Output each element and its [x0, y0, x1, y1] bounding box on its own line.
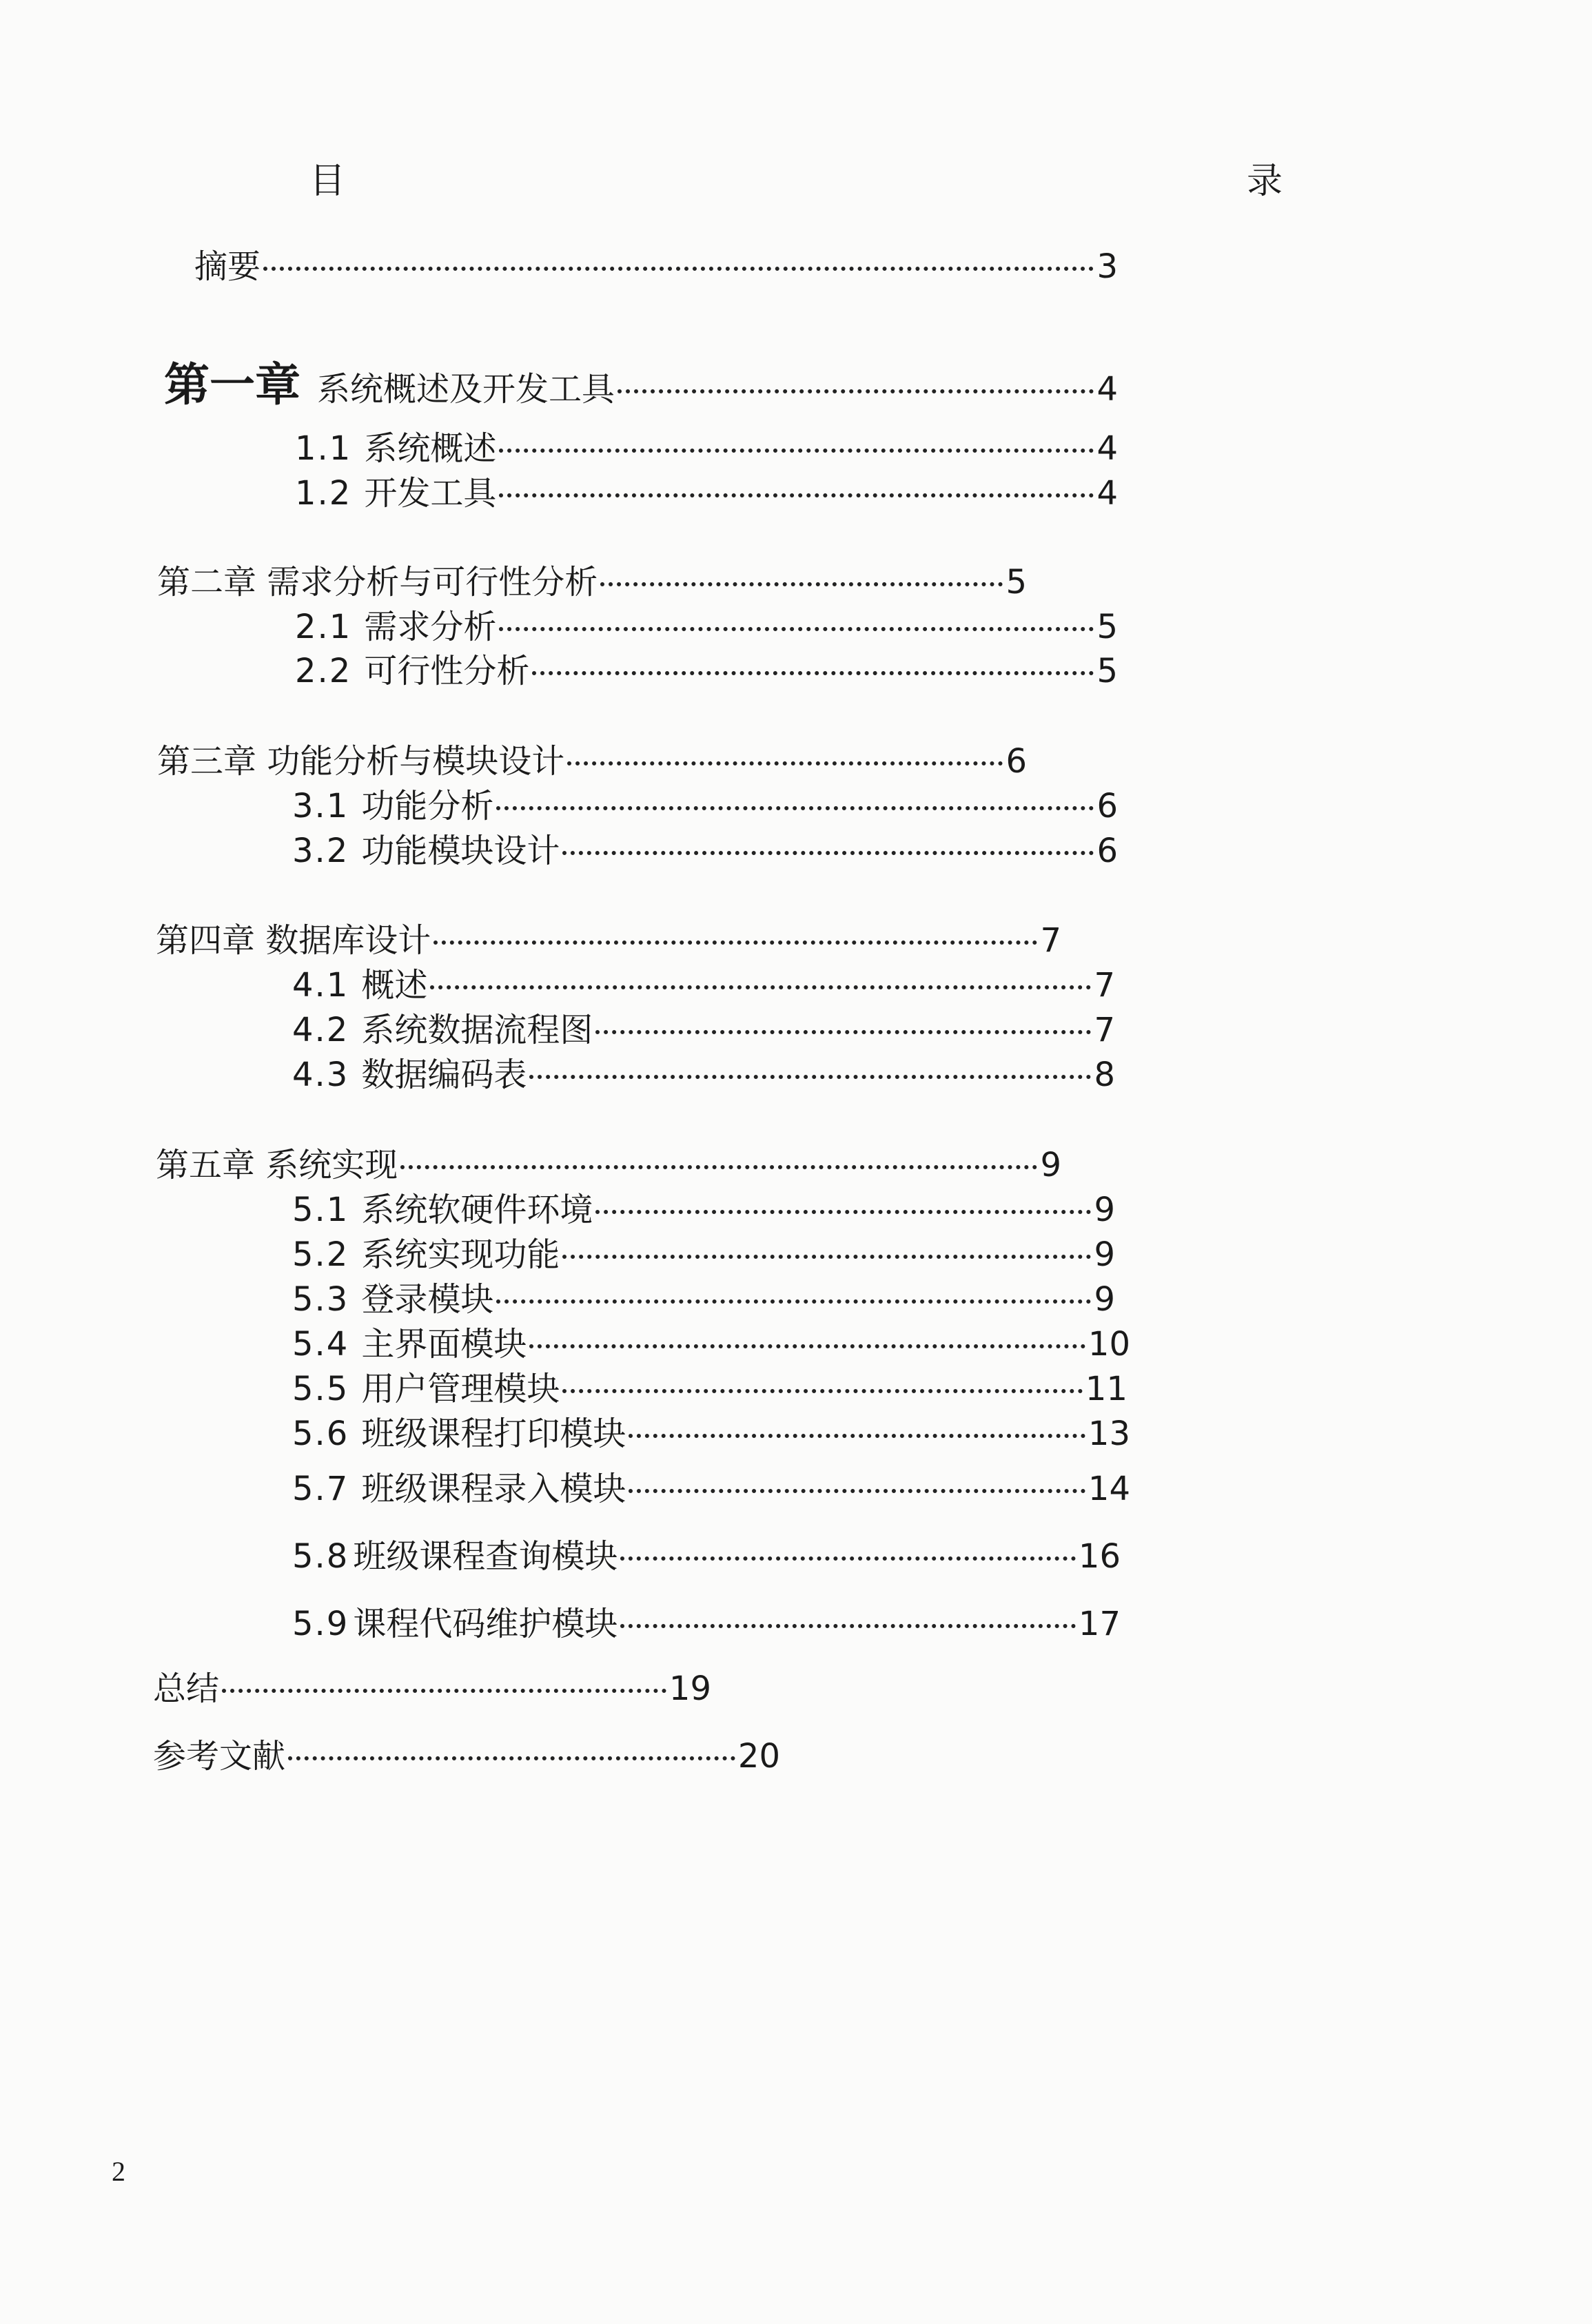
toc-label: 第二章 需求分析与可行性分析 — [157, 563, 598, 601]
toc-entry-chapter-1[interactable] — [164, 348, 1118, 411]
leader-dots — [433, 940, 1037, 945]
toc-label — [292, 1530, 618, 1577]
toc-label — [292, 1003, 593, 1051]
toc-page-number: 4 — [1096, 429, 1118, 468]
section-number: 5.1 — [292, 1191, 349, 1229]
leader-dots — [620, 1556, 1076, 1561]
toc-label — [295, 600, 496, 648]
section-title: 班级课程打印模块 — [361, 1415, 626, 1453]
toc-entry-section-5-8[interactable] — [292, 1530, 1121, 1576]
toc-entry-summary[interactable] — [153, 1662, 711, 1708]
section-title: 概述 — [361, 966, 428, 1005]
leader-dots — [595, 1210, 1091, 1214]
toc-label — [292, 1362, 560, 1410]
toc-entry-section-5-4[interactable] — [292, 1317, 1130, 1364]
leader-dots — [618, 389, 1094, 393]
toc-entry-abstract[interactable] — [194, 240, 1118, 286]
toc-label — [292, 1183, 593, 1231]
toc-entry-section-1-2[interactable] — [295, 466, 1118, 513]
leader-dots — [562, 1255, 1091, 1259]
toc-page-number: 5 — [1006, 563, 1027, 601]
leader-dots — [595, 1030, 1091, 1034]
leader-dots — [620, 1624, 1076, 1628]
toc-label — [292, 1048, 527, 1096]
leader-dots — [629, 1434, 1085, 1438]
toc-label: 第三章 功能分析与模块设计 — [157, 742, 565, 781]
leader-dots — [499, 493, 1094, 497]
leader-dots — [499, 449, 1094, 453]
section-title: 班级课程查询模块 — [353, 1537, 618, 1576]
toc-label — [295, 644, 529, 692]
toc-page-number: 8 — [1094, 1056, 1115, 1094]
toc-entry-section-4-1[interactable] — [292, 958, 1115, 1005]
toc-label: 总结 — [153, 1669, 220, 1708]
leader-dots — [529, 1344, 1085, 1348]
toc-page-number: 16 — [1078, 1537, 1121, 1576]
leader-dots — [496, 1299, 1091, 1304]
toc-page-number: 6 — [1096, 787, 1118, 825]
section-title: 可行性分析 — [364, 652, 530, 690]
toc-label — [292, 824, 560, 872]
toc-label — [292, 779, 493, 827]
section-number: 5.8 — [292, 1537, 349, 1576]
section-number: 2.1 — [295, 608, 352, 646]
toc-label — [295, 466, 496, 514]
toc-page-number: 10 — [1088, 1325, 1130, 1364]
section-title: 系统概述 — [364, 429, 497, 468]
toc-page-number: 5 — [1096, 608, 1118, 646]
section-title: 用户管理模块 — [361, 1370, 560, 1408]
section-number: 4.2 — [292, 1011, 349, 1049]
section-title: 功能分析 — [361, 787, 494, 825]
page-title: 目 录 — [309, 161, 1434, 202]
leader-dots — [529, 1075, 1091, 1079]
section-number: 1.1 — [295, 429, 352, 468]
toc-label — [292, 958, 427, 1006]
toc-label — [292, 1407, 626, 1454]
section-title: 系统软硬件环境 — [361, 1191, 593, 1229]
toc-entry-section-5-5[interactable] — [292, 1362, 1127, 1408]
toc-page-number: 14 — [1088, 1470, 1130, 1508]
toc-page-number: 6 — [1006, 742, 1027, 781]
toc-entry-chapter-4[interactable] — [156, 914, 1061, 960]
toc-entry-section-3-2[interactable] — [292, 824, 1118, 870]
toc-label — [292, 1273, 493, 1320]
leader-dots — [562, 1389, 1083, 1393]
section-title: 开发工具 — [364, 474, 497, 513]
toc-label — [295, 422, 496, 469]
section-title: 需求分析 — [364, 608, 497, 646]
toc-label — [164, 348, 615, 413]
section-number: 5.6 — [292, 1415, 349, 1453]
toc-entry-section-5-6[interactable] — [292, 1407, 1130, 1453]
toc-entry-section-4-2[interactable] — [292, 1003, 1115, 1049]
toc-page-number: 4 — [1096, 474, 1118, 513]
toc-entry-chapter-5[interactable] — [156, 1138, 1061, 1184]
toc-label — [292, 1462, 626, 1510]
toc-label — [292, 1597, 618, 1645]
toc-page-number: 19 — [669, 1669, 711, 1708]
leader-dots — [600, 582, 1003, 586]
section-number: 5.4 — [292, 1325, 349, 1364]
leader-dots — [629, 1489, 1085, 1493]
leader-dots — [430, 985, 1091, 989]
chapter-title: 系统概述及开发工具 — [317, 370, 615, 409]
leader-dots — [499, 627, 1094, 631]
section-title: 登录模块 — [361, 1280, 494, 1319]
toc-entry-section-5-1[interactable] — [292, 1183, 1115, 1229]
page-number: 2 — [112, 2156, 125, 2187]
toc-entry-references[interactable] — [153, 1729, 780, 1776]
toc-page-number: 4 — [1096, 370, 1118, 409]
section-number: 5.2 — [292, 1235, 349, 1274]
leader-dots — [222, 1689, 666, 1693]
leader-dots — [496, 806, 1094, 810]
toc-entry-section-4-3[interactable] — [292, 1048, 1115, 1094]
section-number: 2.2 — [295, 652, 352, 690]
section-title: 主界面模块 — [361, 1325, 527, 1364]
section-title: 课程代码维护模块 — [353, 1605, 618, 1643]
toc-page-number: 9 — [1040, 1146, 1061, 1184]
leader-dots — [263, 267, 1094, 271]
toc-entry-section-2-2[interactable] — [295, 644, 1118, 690]
chapter-prefix: 第一章 — [164, 358, 300, 411]
toc-entry-section-5-7[interactable] — [292, 1462, 1130, 1508]
section-number: 3.2 — [292, 832, 349, 870]
section-number: 5.9 — [292, 1605, 349, 1643]
toc-entry-section-2-1[interactable] — [295, 600, 1118, 646]
section-number: 5.7 — [292, 1470, 349, 1508]
toc-label: 参考文献 — [153, 1737, 286, 1776]
leader-dots — [567, 761, 1003, 765]
toc-entry-chapter-2[interactable] — [157, 555, 1027, 601]
section-title: 班级课程录入模块 — [361, 1470, 626, 1508]
toc-page-number: 7 — [1040, 921, 1061, 960]
section-number: 5.5 — [292, 1370, 349, 1408]
section-number: 3.1 — [292, 787, 349, 825]
section-number: 4.3 — [292, 1056, 349, 1094]
leader-dots — [288, 1756, 735, 1760]
toc-entry-section-5-2[interactable] — [292, 1228, 1115, 1274]
toc-entry-section-3-1[interactable] — [292, 779, 1118, 825]
section-number: 5.3 — [292, 1280, 349, 1319]
toc-page-number: 7 — [1094, 1011, 1115, 1049]
toc-label: 第四章 数据库设计 — [156, 921, 431, 960]
toc-page-number: 7 — [1094, 966, 1115, 1005]
leader-dots — [400, 1165, 1037, 1169]
toc-page-number: 5 — [1096, 652, 1118, 690]
toc-entry-section-5-9[interactable] — [292, 1597, 1121, 1643]
section-title: 功能模块设计 — [361, 832, 560, 870]
toc-page-number: 11 — [1085, 1370, 1127, 1408]
section-number: 1.2 — [295, 474, 352, 513]
toc-page-number: 9 — [1094, 1235, 1115, 1274]
toc-page-number: 9 — [1094, 1280, 1115, 1319]
toc-page-number: 6 — [1096, 832, 1118, 870]
section-title: 系统数据流程图 — [361, 1011, 593, 1049]
toc-page-number: 3 — [1096, 247, 1118, 286]
toc-label: 第五章 系统实现 — [156, 1146, 398, 1184]
toc-page-number: 20 — [737, 1737, 780, 1776]
toc-page-number: 17 — [1078, 1605, 1121, 1643]
section-title: 系统实现功能 — [361, 1235, 560, 1274]
leader-dots — [562, 851, 1094, 855]
toc-label: 摘要 — [194, 247, 261, 286]
toc-label — [292, 1317, 527, 1365]
leader-dots — [532, 671, 1094, 675]
toc-entry-section-5-3[interactable] — [292, 1273, 1115, 1319]
toc-entry-chapter-3[interactable] — [157, 734, 1027, 781]
toc-page-number: 13 — [1088, 1415, 1130, 1453]
section-number: 4.1 — [292, 966, 349, 1005]
section-title: 数据编码表 — [361, 1056, 527, 1094]
toc-entry-section-1-1[interactable] — [295, 422, 1118, 468]
toc-label — [292, 1228, 560, 1275]
toc-page-number: 9 — [1094, 1191, 1115, 1229]
